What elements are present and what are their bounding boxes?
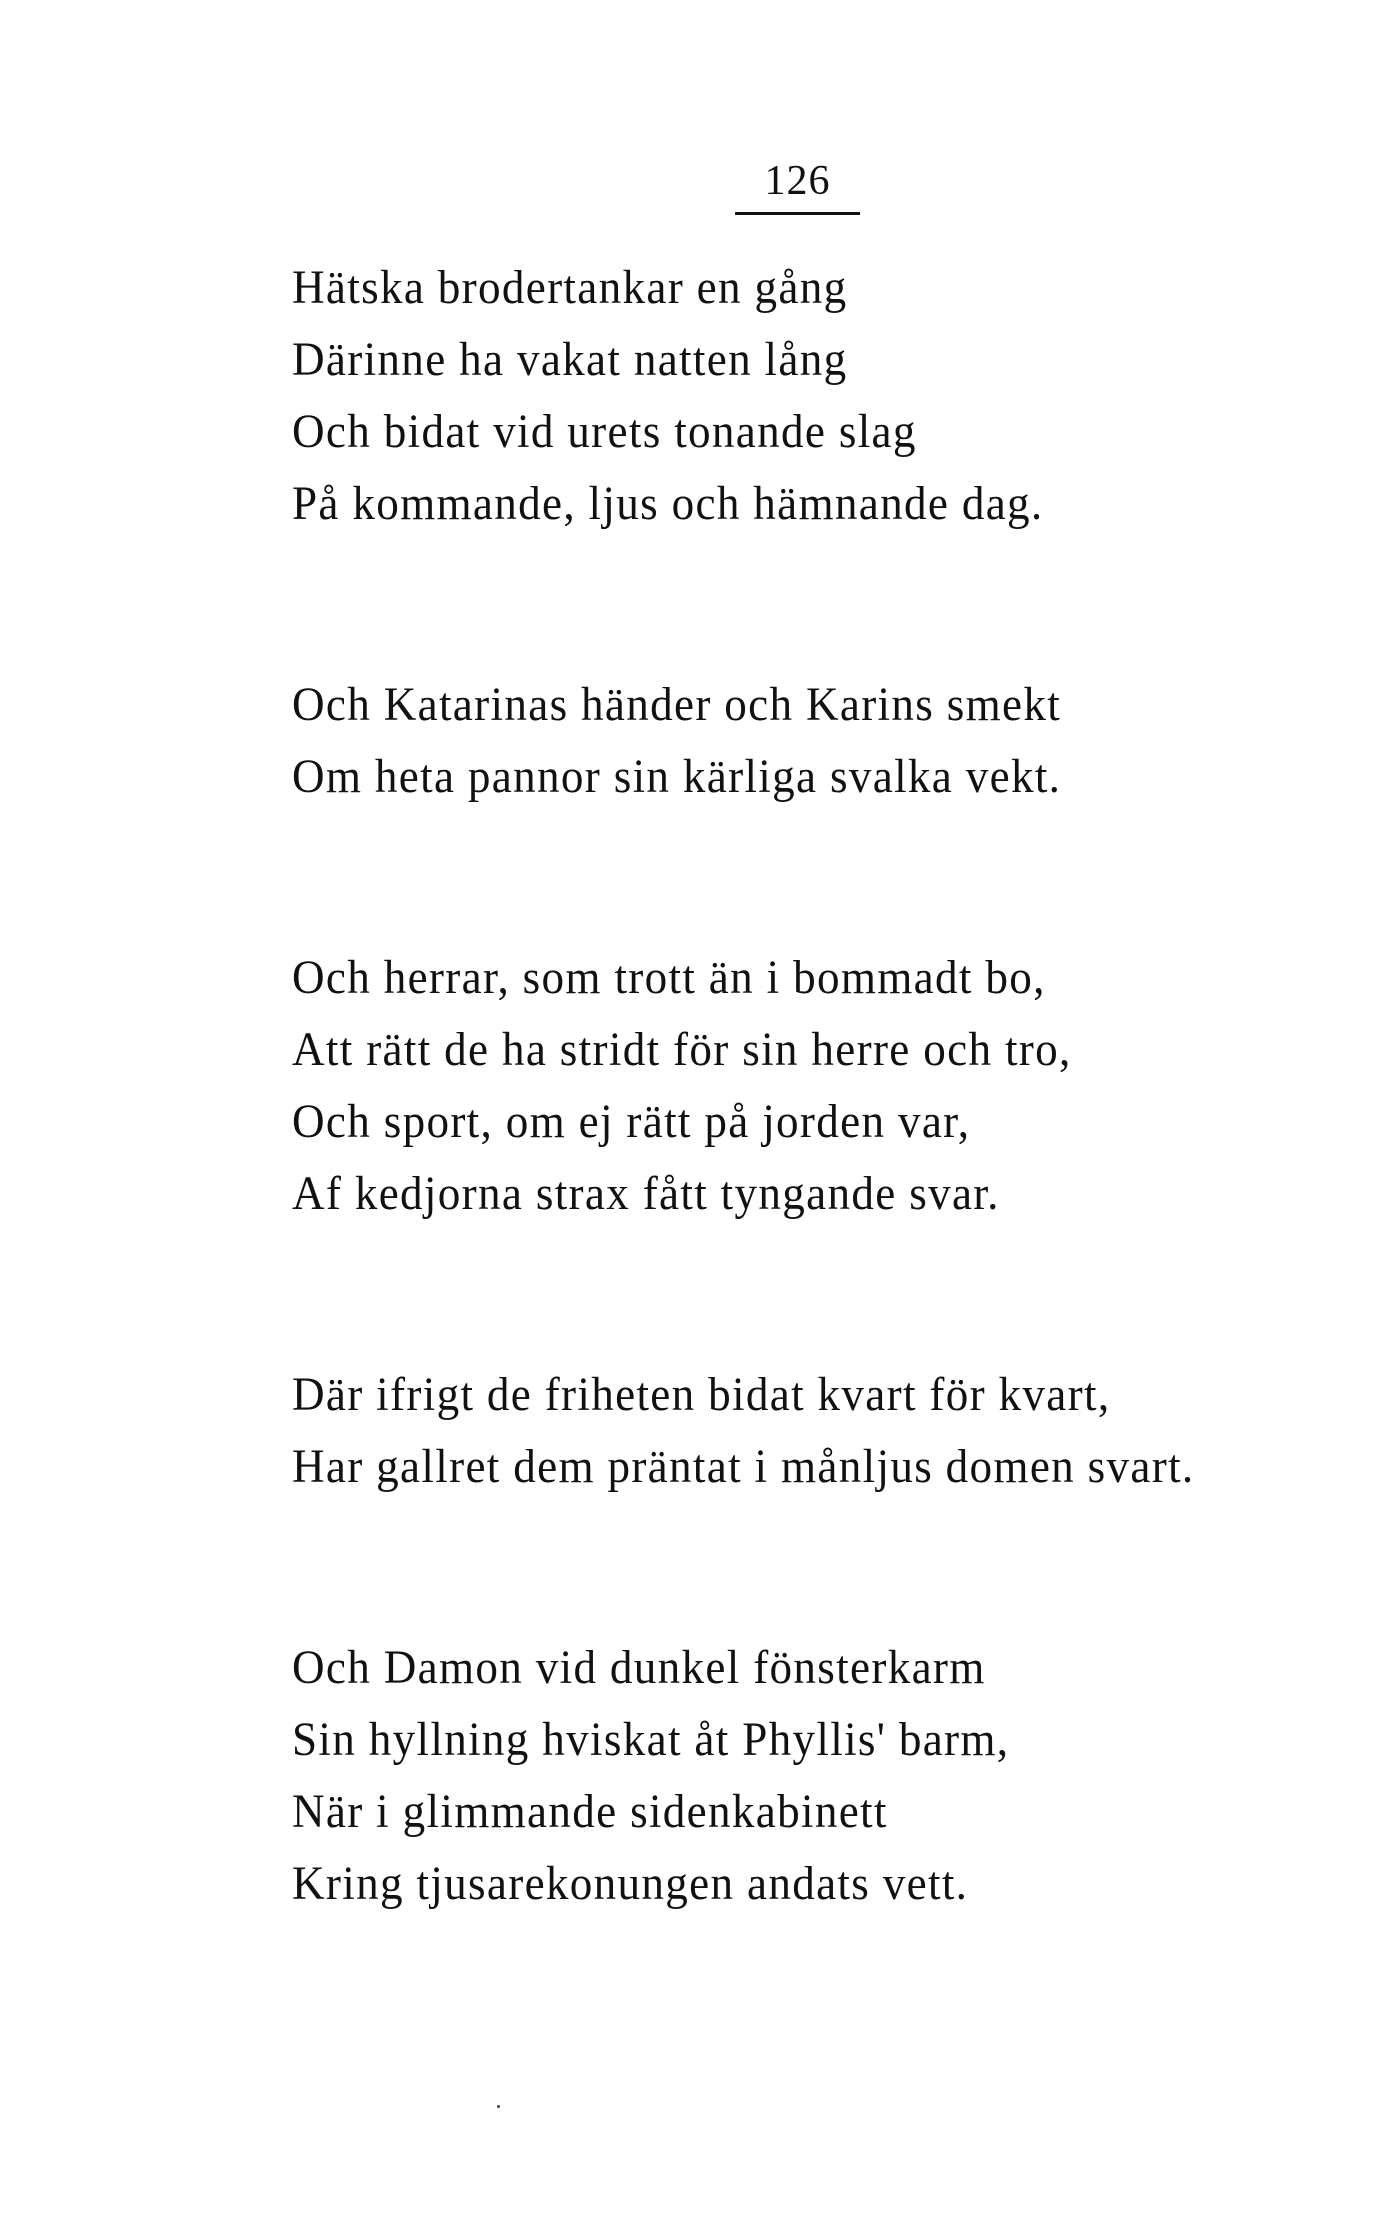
poem-line: Hätska brodertankar en gång — [292, 261, 848, 314]
poem-line: Sin hyllning hviskat åt Phyllis' barm, — [292, 1713, 1010, 1766]
poem — [292, 252, 1352, 1920]
poem-line: Har gallret dem präntat i månljus domen svart. — [292, 1440, 1195, 1493]
poem-line: Och herrar, som trott än i bommadt bo, — [292, 951, 1046, 1004]
stanza-3 — [292, 942, 1352, 1230]
poem-line: Att rätt de ha stridt för sin herre och tro, — [292, 1023, 1072, 1076]
poem-line: Och bidat vid urets tonande slag — [292, 405, 917, 458]
stanza-4 — [292, 1359, 1352, 1503]
poem-line: När i glimmande sidenkabinett — [292, 1785, 888, 1838]
stanza-1 — [292, 252, 1352, 540]
poem-line: På kommande, ljus och hämnande dag. — [292, 477, 1044, 530]
page-number-rule — [735, 212, 860, 215]
stanza-5 — [292, 1632, 1352, 1920]
poem-line: Och Katarinas händer och Karins smekt — [292, 678, 1062, 731]
page-number: 126 — [764, 158, 831, 204]
poem-line: Där ifrigt de friheten bidat kvart för kvart, — [292, 1368, 1111, 1421]
stanza-2 — [292, 669, 1352, 813]
poem-line: Och sport, om ej rätt på jorden var, — [292, 1095, 971, 1148]
poem-line: Af kedjorna strax fått tyngande svar. — [292, 1167, 1000, 1220]
poem-line: Och Damon vid dunkel fönsterkarm — [292, 1641, 986, 1694]
poem-line: Därinne ha vakat natten lång — [292, 333, 848, 386]
poem-line: Om heta pannor sin kärliga svalka vekt. — [292, 750, 1062, 803]
scan-speck — [497, 2105, 500, 2108]
poem-line: Kring tjusarekonungen andats vett. — [292, 1857, 969, 1910]
